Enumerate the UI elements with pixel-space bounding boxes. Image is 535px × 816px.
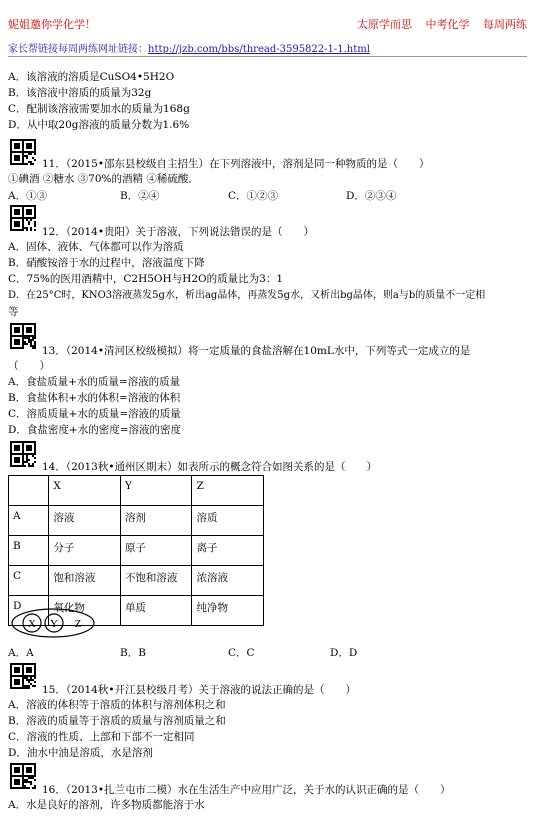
- prev-option-b: B．该溶液中溶质的质量为32g: [8, 87, 152, 99]
- q11-option-d: D．②③④: [346, 190, 397, 202]
- qr-code-icon: [10, 441, 36, 467]
- header-right-text: 太原学而思 中考化学 每周两练: [357, 18, 527, 31]
- thread-link[interactable]: http://jzb.com/bbs/thread-3595822-1-1.html: [148, 44, 370, 55]
- header-left-text: 妮姐邀你学化学！: [8, 18, 96, 31]
- prev-option-c: C．配制该溶液需要加水的质量为168g: [8, 103, 190, 115]
- question-15-stem: 15．（2014秋•开江县校级月考）关于溶液的说法正确的是（ ）: [42, 684, 357, 696]
- q15-option-b: B．溶液的质量等于溶质的质量与溶剂质量之和: [8, 715, 226, 727]
- table-cell: 离子: [192, 536, 264, 566]
- table-row: [9, 566, 264, 596]
- q16-option-a: A．水是良好的溶剂，许多物质都能溶于水: [8, 799, 205, 811]
- question-13-stem-cont: （ ）: [8, 360, 50, 372]
- q12-option-a: A．固体、液体、气体都可以作为溶质: [8, 241, 184, 253]
- q13-option-d: D．食盐密度+水的密度=溶液的密度: [8, 424, 182, 436]
- table-cell: 原子: [120, 536, 192, 566]
- table-cell: C: [9, 566, 49, 596]
- link-label: 家长帮链接每周两练网址链接：: [8, 44, 148, 55]
- qr-code-icon: [10, 663, 36, 689]
- table-row: [9, 536, 264, 566]
- venn-label-y: Y: [50, 618, 58, 630]
- q12-option-b: B．硝酸铵溶于水的过程中，溶液温度下降: [8, 257, 205, 269]
- table-header-row: [9, 476, 264, 506]
- table-cell: B: [9, 536, 49, 566]
- header-divider: [8, 56, 527, 57]
- question-11-stem: 11．（2015•邵东县校级自主招生）在下列溶液中，溶剂是同一种物质的是（ ）: [42, 158, 430, 170]
- table-cell: 溶剂: [120, 506, 192, 536]
- table-cell: 浓溶液: [192, 566, 264, 596]
- qr-code-icon: [10, 763, 36, 789]
- table-cell: [9, 476, 49, 506]
- q15-option-a: A．溶液的体积等于溶质的体积与溶剂体积之和: [8, 699, 226, 711]
- table-cell: 不饱和溶液: [120, 566, 192, 596]
- table-cell: A: [9, 506, 49, 536]
- venn-label-x: X: [28, 618, 36, 630]
- q14-option-a: A．A: [8, 647, 34, 659]
- question-13-stem: 13．（2014•清河区校级模拟）将一定质量的食盐溶解在10mL水中，下列等式一定成立的是: [42, 345, 471, 357]
- qr-code-icon: [10, 323, 36, 349]
- q11-option-b: B．②④: [120, 190, 160, 202]
- table-cell: 纯净物: [192, 596, 264, 626]
- q15-option-c: C．溶液的性质、上部和下部不一定相同: [8, 731, 195, 743]
- venn-label-z: Z: [74, 618, 82, 630]
- qr-code-icon: [10, 205, 36, 231]
- q12-option-d: D．在25°C时，KNO3溶液蒸发5g水，析出ag晶体，再蒸发5g水，又析出bg晶体，则a与b的质量不一定相: [8, 290, 486, 301]
- table-cell: 溶质: [192, 506, 264, 536]
- q13-option-c: C．溶质质量+水的质量=溶液的质量: [8, 408, 181, 420]
- prev-option-a: A．该溶液的溶质是CuSO4•5H2O: [8, 71, 175, 83]
- q12-option-c: C．75%的医用酒精中，C2H5OH与H2O的质量比为3：1: [8, 273, 283, 285]
- q13-option-a: A．食盐质量+水的质量=溶液的质量: [8, 376, 181, 388]
- q14-option-b: B．B: [120, 647, 146, 659]
- table-header-y: Y: [120, 476, 192, 506]
- q11-option-c: C．①②③: [228, 190, 279, 202]
- table-header-z: Z: [192, 476, 264, 506]
- table-header-x: X: [49, 476, 121, 506]
- question-14-stem: 14．（2013秋•通州区期末）如表所示的概念符合如图关系的是（ ）: [42, 461, 378, 473]
- table-cell: 单质: [120, 596, 192, 626]
- q14-option-c: C．C: [228, 647, 255, 659]
- table-cell: 分子: [49, 536, 121, 566]
- table-cell: D: [9, 596, 49, 626]
- table-row: [9, 506, 264, 536]
- q11-option-a: A．①③: [8, 190, 48, 202]
- prev-option-d: D．从中取20g溶液的质量分数为1.6%: [8, 119, 190, 131]
- table-cell: 溶液: [49, 506, 121, 536]
- qr-code-icon: [10, 139, 36, 165]
- q14-option-d: D．D: [330, 647, 358, 659]
- concept-table: [8, 475, 264, 626]
- question-12-stem: 12．（2014•贵阳）关于溶液，下列说法错误的是（ ）: [42, 226, 315, 238]
- q15-option-d: D．油水中油是溶质，水是溶剂: [8, 747, 153, 759]
- table-cell: 氧化物: [49, 596, 121, 626]
- page-header: [8, 16, 527, 32]
- question-16-stem: 16．（2013•扎兰屯市二模）水在生活生产中应用广泛，关于水的认识正确的是（ ）: [42, 784, 451, 796]
- link-line: [8, 40, 370, 55]
- q12-option-d-cont: 等: [8, 306, 19, 318]
- table-cell: 饱和溶液: [49, 566, 121, 596]
- question-11-line2: ①碘酒 ②糖水 ③70%的酒精 ④稀硫酸．: [8, 173, 199, 185]
- q13-option-b: B．食盐体积+水的体积=溶液的体积: [8, 392, 181, 404]
- venn-diagram: [10, 607, 96, 639]
